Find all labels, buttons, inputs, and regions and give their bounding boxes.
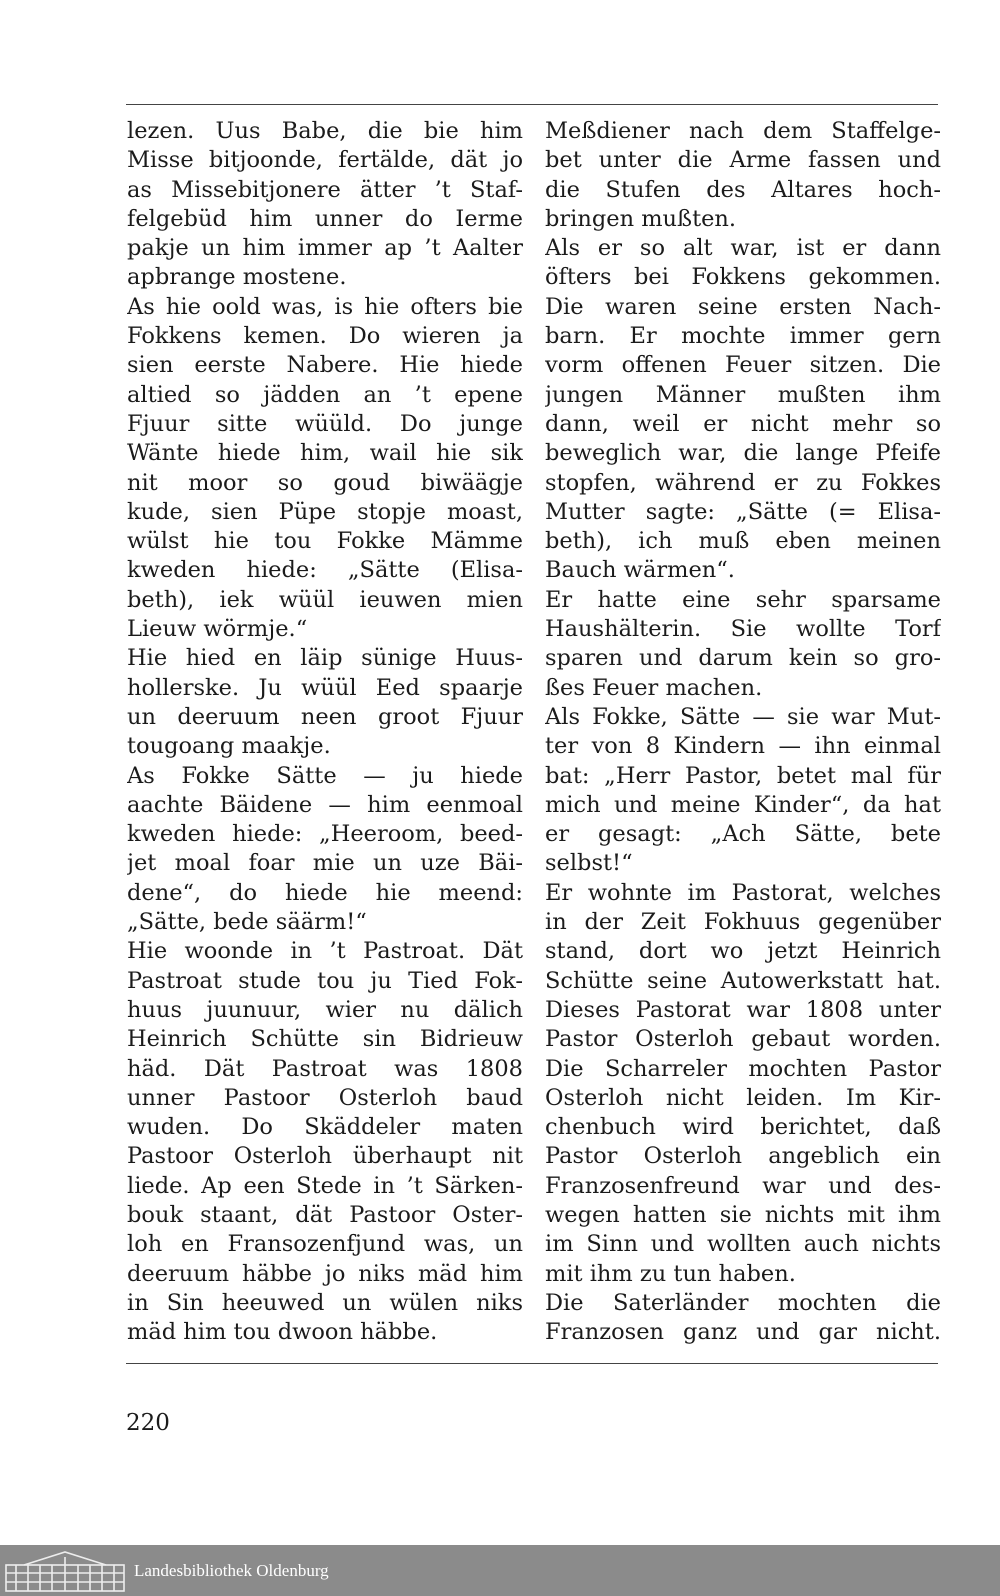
text-line: bet unter die Arme fassen und (545, 147, 941, 174)
text-line: aachte Bäidene — him eenmoal (127, 791, 523, 818)
text-line: häd. Dät Pastroat was 1808 (127, 1055, 523, 1082)
text-line: Wänte hiede him, wail hie sik (127, 440, 523, 467)
text-line: dene“, do hiede hie meend: (127, 879, 523, 906)
top-rule (126, 104, 938, 105)
text-line: apbrange mostene. (127, 264, 347, 291)
text-line: Pastoor Osterloh überhaupt nit (127, 1143, 523, 1170)
left-column-frisian-text (127, 117, 523, 1347)
text-line: liede. Ap een Stede in ’t Särken- (127, 1172, 523, 1199)
text-line: unner Pastoor Osterloh baud (127, 1084, 523, 1111)
text-line: vorm offenen Feuer sitzen. Die (545, 352, 941, 379)
text-line: Pastroat stude tou ju Tied Fok- (127, 967, 523, 994)
text-line: kude, sien Püpe stopje moast, (127, 498, 523, 525)
text-line: Franzosenfreund war und des- (545, 1172, 941, 1199)
text-line: Lieuw wörmje.“ (127, 616, 308, 643)
text-line: stopfen, während er zu Fokkes (545, 469, 941, 496)
text-line: Hie woonde in ’t Pastroat. Dät (127, 938, 523, 965)
text-line: ßes Feuer machen. (545, 674, 763, 701)
text-line: wuden. Do Skäddeler maten (127, 1114, 523, 1141)
text-line: Franzosen ganz und gar nicht. (545, 1319, 941, 1346)
text-line: Die Saterländer mochten die (545, 1289, 941, 1316)
text-line: lezen. Uus Babe, die bie him (127, 118, 523, 144)
text-line: chenbuch wird berichtet, daß (545, 1114, 941, 1141)
library-name: Landesbibliothek Oldenburg (134, 1561, 329, 1580)
text-line: bouk staant, dät Pastoor Oster- (127, 1201, 523, 1228)
text-line: Hie hied en läip sünige Huus- (127, 645, 523, 672)
text-line: im Sinn und wollten auch nichts (545, 1231, 941, 1258)
text-line: Er wohnte im Pastorat, welches (545, 879, 941, 906)
text-line: jungen Männer mußten ihm (545, 381, 941, 408)
text-line: Pastor Osterloh gebaut worden. (545, 1026, 941, 1053)
text-line: as Missebitjonere ätter ’t Staf- (127, 176, 523, 203)
right-column-german-text (545, 117, 941, 1347)
text-line: in der Zeit Fokhuus gegenüber (545, 909, 941, 936)
text-line: un deeruum neen groot Fjuur (127, 703, 523, 730)
text-line: loh en Fransozenfjund was, un (127, 1231, 523, 1258)
text-line: mäd him tou dwoon häbbe. (127, 1319, 438, 1346)
text-line: Mutter sagte: „Sätte (= Elisa- (545, 498, 941, 525)
text-line: altied so jädden an ’t epene (127, 381, 523, 408)
text-line: die Stufen des Altares hoch- (545, 176, 941, 203)
text-line: kweden hiede: „Sätte (Elisa- (127, 557, 523, 584)
text-line: bringen mußten. (545, 205, 737, 232)
text-line: dann, weil er nicht mehr so (545, 410, 941, 437)
text-line: nit moor so goud biwäägje (127, 469, 523, 496)
text-line: pakje un him immer ap ’t Aalter (127, 235, 523, 262)
text-line: Fokkens kemen. Do wieren ja (127, 323, 523, 350)
text-line: „Sätte, bede säärm!“ (127, 909, 367, 936)
text-line: selbst!“ (545, 850, 633, 877)
text-line: Fjuur sitte wüüld. Do junge (127, 410, 523, 437)
text-line: sien eerste Nabere. Hie hiede (127, 352, 523, 379)
text-line: Als er so alt war, ist er dann (545, 235, 941, 262)
text-line: As Fokke Sätte — ju hiede (127, 762, 523, 789)
text-line: wülst hie tou Fokke Mämme (127, 528, 523, 555)
library-building-icon (4, 1549, 126, 1593)
text-line: deeruum häbbe jo niks mäd him (127, 1260, 523, 1287)
text-line: Osterloh nicht leiden. Im Kir- (545, 1084, 941, 1111)
text-line: er gesagt: „Ach Sätte, bete (545, 821, 941, 848)
text-line: mit ihm zu tun haben. (545, 1260, 796, 1287)
text-line: Misse bitjoonde, fertälde, dät jo (127, 147, 523, 174)
text-line: wegen hatten sie nichts mit ihm (545, 1201, 941, 1228)
text-line: hollerske. Ju wüül Eed spaarje (127, 674, 523, 701)
text-line: kweden hiede: „Heeroom, beed- (127, 821, 523, 848)
text-line: Meßdiener nach dem Staffelge- (545, 118, 941, 144)
text-line: felgebüd him unner do Ierme (127, 205, 523, 232)
text-line: Die waren seine ersten Nach- (545, 293, 941, 320)
text-line: stand, dort wo jetzt Heinrich (545, 938, 941, 965)
page-number: 220 (126, 1410, 170, 1436)
text-line: sparen und darum kein so gro- (545, 645, 941, 672)
bottom-rule (126, 1363, 938, 1364)
text-line: Die Scharreler mochten Pastor (545, 1055, 941, 1082)
text-line: Schütte seine Autowerkstatt hat. (545, 967, 941, 994)
text-line: Heinrich Schütte sin Bidrieuw (127, 1026, 523, 1053)
text-line: bat: „Herr Pastor, betet mal für (545, 762, 941, 789)
footer-bar (0, 1545, 1000, 1596)
text-line: jet moal foar mie un uze Bäi- (127, 850, 523, 877)
text-line: beweglich war, die lange Pfeife (545, 440, 941, 467)
text-line: Pastor Osterloh angeblich ein (545, 1143, 941, 1170)
text-line: beth), ich muß eben meinen (545, 528, 941, 555)
text-line: huus juunuur, wier nu dälich (127, 996, 523, 1023)
text-line: barn. Er mochte immer gern (545, 323, 941, 350)
text-line: öfters bei Fokkens gekommen. (545, 264, 941, 291)
text-line: beth), iek wüül ieuwen mien (127, 586, 523, 613)
text-line: mich und meine Kinder“, da hat (545, 791, 941, 818)
text-line: As hie oold was, is hie ofters bie (127, 293, 523, 320)
text-line: Als Fokke, Sätte — sie war Mut- (545, 703, 941, 730)
text-line: Haushälterin. Sie wollte Torf (545, 616, 941, 643)
text-line: Dieses Pastorat war 1808 unter (545, 996, 941, 1023)
text-line: Er hatte eine sehr sparsame (545, 586, 941, 613)
text-line: ter von 8 Kindern — ihn einmal (545, 733, 941, 760)
text-line: tougoang maakje. (127, 733, 331, 760)
text-line: in Sin heeuwed un wülen niks (127, 1289, 523, 1316)
text-line: Bauch wärmen“. (545, 557, 735, 584)
